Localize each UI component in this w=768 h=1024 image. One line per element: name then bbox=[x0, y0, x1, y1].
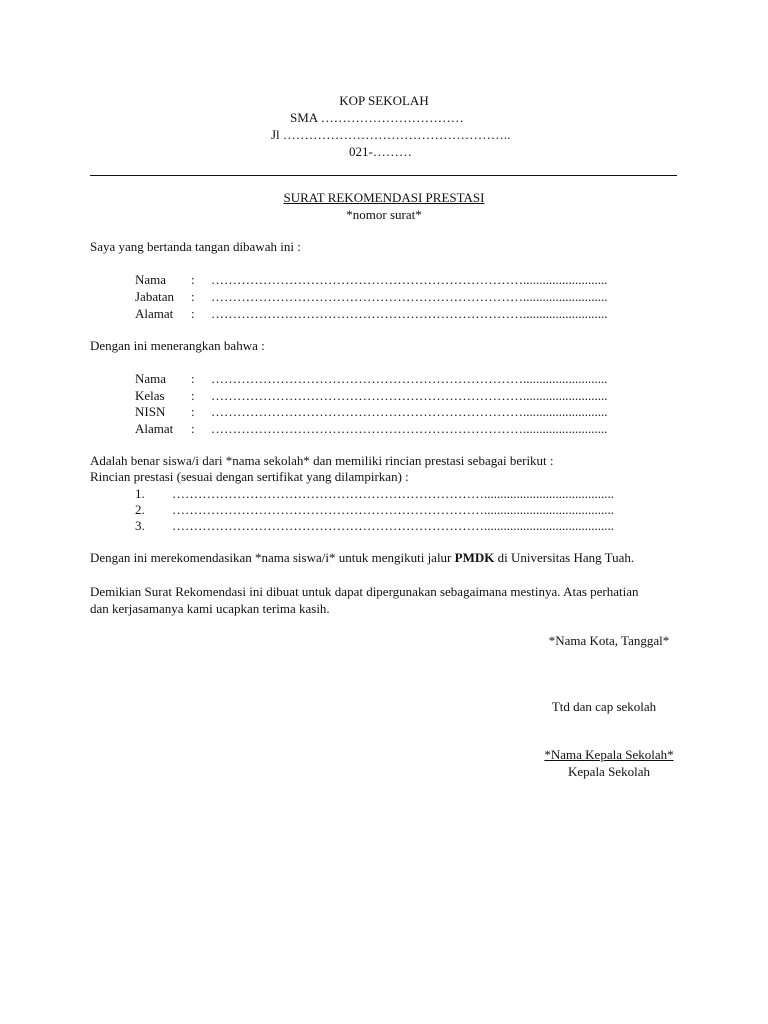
section2-label-alamat: Alamat bbox=[135, 421, 174, 436]
section1-value-alamat: ……………………………………………………………….......................... bbox=[211, 306, 608, 321]
section2-colon: : bbox=[191, 371, 195, 386]
recommendation-sentence bbox=[90, 549, 634, 566]
section1-colon: : bbox=[191, 306, 195, 321]
recommendation-suffix: di Universitas Hang Tuah. bbox=[494, 550, 635, 565]
closing-line-2: dan kerjasamanya kami ucapkan terima kasih. bbox=[90, 601, 330, 616]
achievements-statement: Adalah benar siswa/i dari *nama sekolah* dan memiliki rincian prestasi sebagai berikut : bbox=[90, 453, 554, 468]
section2-colon: : bbox=[191, 388, 195, 403]
letterhead-address: Jl …………………………………………….. bbox=[271, 127, 511, 142]
letterhead-title: KOP SEKOLAH bbox=[339, 93, 429, 108]
section2-label-nama: Nama bbox=[135, 371, 167, 386]
section2-label-kelas: Kelas bbox=[135, 388, 165, 403]
section1-value-nama: ……………………………………………………………….......................... bbox=[211, 272, 608, 287]
section1-value-jabatan: ……………………………………………………………….......................... bbox=[211, 289, 608, 304]
achievement-value: ………………………………………………………………........................................ bbox=[172, 518, 614, 533]
headmaster-name: *Nama Kepala Sekolah* bbox=[544, 747, 674, 762]
recommendation-pathway: PMDK bbox=[454, 550, 495, 565]
letterhead-phone: 021-……… bbox=[349, 144, 412, 159]
achievement-value: ………………………………………………………………........................................ bbox=[172, 502, 614, 517]
section2-value-nisn: ……………………………………………………………….......................... bbox=[211, 404, 608, 419]
achievement-number: 1. bbox=[135, 486, 145, 501]
section1-label-jabatan: Jabatan bbox=[135, 289, 174, 304]
achievement-number: 2. bbox=[135, 502, 145, 517]
letter-title: SURAT REKOMENDASI PRESTASI bbox=[283, 190, 485, 205]
letter-number: *nomor surat* bbox=[346, 207, 422, 222]
section1-label-nama: Nama bbox=[135, 272, 167, 287]
section2-colon: : bbox=[191, 404, 195, 419]
letterhead-divider bbox=[90, 175, 677, 176]
closing-line-1: Demikian Surat Rekomendasi ini dibuat untuk dapat dipergunakan sebagaimana mestinya. Atas perhatian bbox=[90, 584, 639, 599]
section2-label-nisn: NISN bbox=[135, 404, 166, 419]
achievements-detail-heading: Rincian prestasi (sesuai dengan sertifikat yang dilampirkan) : bbox=[90, 469, 409, 484]
achievement-value: ………………………………………………………………........................................ bbox=[172, 486, 614, 501]
section2-value-kelas: ……………………………………………………………….......................... bbox=[211, 388, 608, 403]
section2-value-alamat: ……………………………………………………………….......................... bbox=[211, 421, 608, 436]
letterhead-school: SMA …………………………… bbox=[290, 110, 464, 125]
section2-colon: : bbox=[191, 421, 195, 436]
section2-intro: Dengan ini menerangkan bahwa : bbox=[90, 338, 265, 353]
section2-value-nama: ……………………………………………………………….......................... bbox=[211, 371, 608, 386]
section1-label-alamat: Alamat bbox=[135, 306, 174, 321]
section1-colon: : bbox=[191, 272, 195, 287]
section1-colon: : bbox=[191, 289, 195, 304]
headmaster-position: Kepala Sekolah bbox=[568, 764, 650, 779]
recommendation-prefix: Dengan ini merekomendasikan *nama siswa/i* untuk mengikuti jalur bbox=[90, 550, 455, 565]
section1-intro: Saya yang bertanda tangan dibawah ini : bbox=[90, 239, 301, 254]
achievement-number: 3. bbox=[135, 518, 145, 533]
signature-note: Ttd dan cap sekolah bbox=[551, 699, 657, 714]
place-date: *Nama Kota, Tanggal* bbox=[548, 633, 670, 648]
